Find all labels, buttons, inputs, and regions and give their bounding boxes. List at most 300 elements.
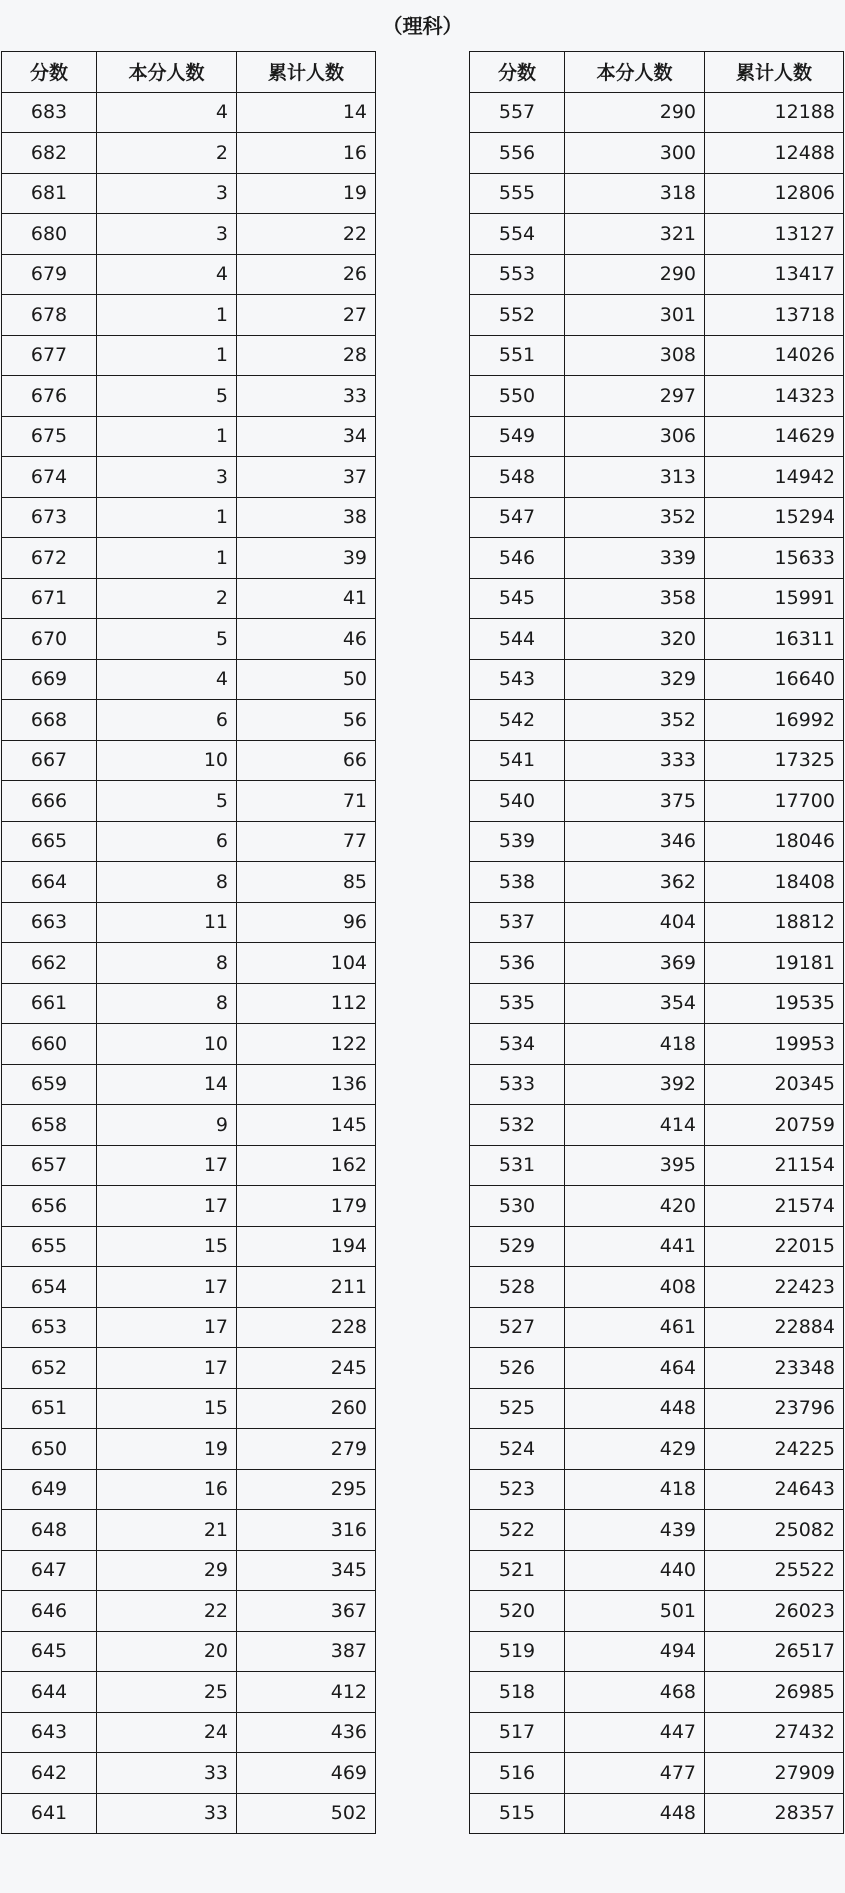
cell-score: 549 [470, 416, 565, 457]
cell-cumulative: 71 [237, 781, 376, 822]
cell-cumulative: 145 [237, 1105, 376, 1146]
cell-cumulative: 14026 [705, 335, 844, 376]
cell-cumulative: 33 [237, 376, 376, 417]
cell-score: 679 [2, 254, 97, 295]
cell-count: 420 [565, 1186, 705, 1227]
cell-count: 464 [565, 1348, 705, 1389]
cell-count: 29 [97, 1550, 237, 1591]
cell-cumulative: 26023 [705, 1591, 844, 1632]
cell-cumulative: 16640 [705, 659, 844, 700]
cell-cumulative: 24225 [705, 1429, 844, 1470]
cell-count: 313 [565, 457, 705, 498]
cell-score: 538 [470, 862, 565, 903]
cell-count: 404 [565, 902, 705, 943]
cell-cumulative: 316 [237, 1510, 376, 1551]
cell-count: 321 [565, 214, 705, 255]
cell-score: 658 [2, 1105, 97, 1146]
cell-score: 674 [2, 457, 97, 498]
table-row [470, 1186, 844, 1227]
table-row [470, 497, 844, 538]
cell-score: 529 [470, 1226, 565, 1267]
header-cumulative: 累计人数 [237, 52, 376, 93]
cell-score: 550 [470, 376, 565, 417]
cell-cumulative: 12188 [705, 92, 844, 133]
table-row [470, 1631, 844, 1672]
cell-score: 548 [470, 457, 565, 498]
table-row [2, 1186, 376, 1227]
table-row [470, 1267, 844, 1308]
table-row [470, 538, 844, 579]
cell-score: 680 [2, 214, 97, 255]
cell-cumulative: 18408 [705, 862, 844, 903]
cell-cumulative: 16 [237, 133, 376, 174]
cell-cumulative: 104 [237, 943, 376, 984]
cell-score: 542 [470, 700, 565, 741]
cell-count: 8 [97, 983, 237, 1024]
cell-score: 551 [470, 335, 565, 376]
cell-cumulative: 19953 [705, 1024, 844, 1065]
cell-cumulative: 28 [237, 335, 376, 376]
table-row [2, 457, 376, 498]
table-row [470, 416, 844, 457]
cell-score: 664 [2, 862, 97, 903]
cell-score: 536 [470, 943, 565, 984]
cell-score: 653 [2, 1307, 97, 1348]
cell-cumulative: 26 [237, 254, 376, 295]
cell-count: 308 [565, 335, 705, 376]
cell-cumulative: 21574 [705, 1186, 844, 1227]
cell-count: 5 [97, 619, 237, 660]
cell-score: 682 [2, 133, 97, 174]
cell-cumulative: 38 [237, 497, 376, 538]
table-row [2, 1793, 376, 1834]
cell-score: 528 [470, 1267, 565, 1308]
cell-count: 8 [97, 943, 237, 984]
cell-cumulative: 15294 [705, 497, 844, 538]
cell-count: 477 [565, 1753, 705, 1794]
cell-score: 650 [2, 1429, 97, 1470]
cell-score: 659 [2, 1064, 97, 1105]
table-row [470, 1105, 844, 1146]
cell-cumulative: 26517 [705, 1631, 844, 1672]
cell-count: 9 [97, 1105, 237, 1146]
cell-score: 657 [2, 1145, 97, 1186]
cell-cumulative: 15633 [705, 538, 844, 579]
cell-count: 494 [565, 1631, 705, 1672]
cell-count: 290 [565, 254, 705, 295]
cell-cumulative: 367 [237, 1591, 376, 1632]
cell-score: 648 [2, 1510, 97, 1551]
cell-cumulative: 46 [237, 619, 376, 660]
score-table-right [469, 51, 844, 1834]
header-score: 分数 [2, 52, 97, 93]
cell-cumulative: 18046 [705, 821, 844, 862]
cell-cumulative: 77 [237, 821, 376, 862]
table-row [2, 376, 376, 417]
cell-count: 20 [97, 1631, 237, 1672]
cell-count: 414 [565, 1105, 705, 1146]
cell-count: 320 [565, 619, 705, 660]
cell-score: 677 [2, 335, 97, 376]
cell-count: 1 [97, 295, 237, 336]
cell-count: 333 [565, 740, 705, 781]
table-row [470, 1226, 844, 1267]
table-row [470, 578, 844, 619]
cell-count: 5 [97, 376, 237, 417]
table-row [2, 1307, 376, 1348]
cell-cumulative: 245 [237, 1348, 376, 1389]
cell-cumulative: 260 [237, 1388, 376, 1429]
page-title: （理科） [382, 14, 463, 38]
cell-count: 11 [97, 902, 237, 943]
cell-score: 661 [2, 983, 97, 1024]
cell-cumulative: 34 [237, 416, 376, 457]
cell-score: 534 [470, 1024, 565, 1065]
cell-count: 3 [97, 173, 237, 214]
cell-count: 3 [97, 457, 237, 498]
cell-cumulative: 17325 [705, 740, 844, 781]
table-row [470, 1469, 844, 1510]
cell-score: 522 [470, 1510, 565, 1551]
cell-count: 24 [97, 1712, 237, 1753]
cell-score: 663 [2, 902, 97, 943]
header-score: 分数 [470, 52, 565, 93]
cell-cumulative: 194 [237, 1226, 376, 1267]
cell-score: 517 [470, 1712, 565, 1753]
table-row [2, 578, 376, 619]
cell-cumulative: 41 [237, 578, 376, 619]
cell-score: 647 [2, 1550, 97, 1591]
header-row [2, 52, 376, 93]
table-row [2, 740, 376, 781]
table-row [470, 1550, 844, 1591]
table-row [2, 295, 376, 336]
table-row [470, 133, 844, 174]
cell-score: 556 [470, 133, 565, 174]
cell-cumulative: 19535 [705, 983, 844, 1024]
cell-count: 448 [565, 1793, 705, 1834]
cell-count: 392 [565, 1064, 705, 1105]
cell-score: 516 [470, 1753, 565, 1794]
cell-count: 318 [565, 173, 705, 214]
table-row [470, 1429, 844, 1470]
cell-score: 527 [470, 1307, 565, 1348]
cell-cumulative: 162 [237, 1145, 376, 1186]
cell-cumulative: 85 [237, 862, 376, 903]
table-row [470, 862, 844, 903]
table-row [2, 659, 376, 700]
cell-count: 375 [565, 781, 705, 822]
cell-count: 17 [97, 1145, 237, 1186]
table-row [2, 1429, 376, 1470]
cell-count: 346 [565, 821, 705, 862]
cell-cumulative: 211 [237, 1267, 376, 1308]
cell-cumulative: 13417 [705, 254, 844, 295]
cell-cumulative: 228 [237, 1307, 376, 1348]
table-row [2, 538, 376, 579]
header-cumulative: 累计人数 [705, 52, 844, 93]
table-row [470, 295, 844, 336]
table-row [2, 92, 376, 133]
cell-score: 660 [2, 1024, 97, 1065]
cell-score: 524 [470, 1429, 565, 1470]
table-row [2, 1753, 376, 1794]
header-count: 本分人数 [97, 52, 237, 93]
table-row [2, 700, 376, 741]
table-row [470, 1672, 844, 1713]
cell-cumulative: 16311 [705, 619, 844, 660]
table-row [2, 1024, 376, 1065]
cell-cumulative: 23796 [705, 1388, 844, 1429]
table-row [470, 1064, 844, 1105]
cell-cumulative: 295 [237, 1469, 376, 1510]
cell-score: 555 [470, 173, 565, 214]
table-row [2, 1267, 376, 1308]
cell-score: 642 [2, 1753, 97, 1794]
cell-count: 4 [97, 92, 237, 133]
cell-cumulative: 136 [237, 1064, 376, 1105]
cell-count: 306 [565, 416, 705, 457]
table-row [2, 497, 376, 538]
header-count: 本分人数 [565, 52, 705, 93]
cell-score: 652 [2, 1348, 97, 1389]
table-row [470, 943, 844, 984]
cell-score: 668 [2, 700, 97, 741]
table-row [2, 1631, 376, 1672]
cell-score: 547 [470, 497, 565, 538]
cell-count: 6 [97, 700, 237, 741]
cell-count: 2 [97, 578, 237, 619]
cell-score: 641 [2, 1793, 97, 1834]
cell-score: 676 [2, 376, 97, 417]
cell-score: 533 [470, 1064, 565, 1105]
cell-cumulative: 19181 [705, 943, 844, 984]
table-row [470, 1793, 844, 1834]
cell-cumulative: 345 [237, 1550, 376, 1591]
table-row [470, 254, 844, 295]
table-row [470, 902, 844, 943]
table-row [470, 335, 844, 376]
table-row [2, 133, 376, 174]
cell-cumulative: 17700 [705, 781, 844, 822]
table-row [2, 1226, 376, 1267]
cell-count: 22 [97, 1591, 237, 1632]
cell-count: 6 [97, 821, 237, 862]
cell-score: 645 [2, 1631, 97, 1672]
table-row [470, 1307, 844, 1348]
cell-count: 369 [565, 943, 705, 984]
cell-count: 1 [97, 497, 237, 538]
cell-count: 19 [97, 1429, 237, 1470]
table-row [470, 173, 844, 214]
cell-count: 21 [97, 1510, 237, 1551]
table-row [2, 214, 376, 255]
cell-score: 656 [2, 1186, 97, 1227]
cell-count: 33 [97, 1793, 237, 1834]
table-row [2, 1510, 376, 1551]
cell-count: 17 [97, 1267, 237, 1308]
cell-count: 354 [565, 983, 705, 1024]
table-row [2, 335, 376, 376]
cell-cumulative: 37 [237, 457, 376, 498]
cell-cumulative: 23348 [705, 1348, 844, 1389]
cell-count: 8 [97, 862, 237, 903]
cell-score: 546 [470, 538, 565, 579]
table-row [470, 619, 844, 660]
table-row [2, 902, 376, 943]
cell-count: 17 [97, 1348, 237, 1389]
table-row [2, 983, 376, 1024]
cell-cumulative: 12806 [705, 173, 844, 214]
cell-score: 646 [2, 1591, 97, 1632]
table-row [470, 1591, 844, 1632]
cell-count: 301 [565, 295, 705, 336]
cell-score: 539 [470, 821, 565, 862]
cell-count: 448 [565, 1388, 705, 1429]
cell-cumulative: 26985 [705, 1672, 844, 1713]
cell-count: 4 [97, 659, 237, 700]
cell-cumulative: 436 [237, 1712, 376, 1753]
cell-count: 447 [565, 1712, 705, 1753]
table-row [470, 659, 844, 700]
cell-score: 672 [2, 538, 97, 579]
cell-count: 10 [97, 740, 237, 781]
table-row [470, 983, 844, 1024]
cell-count: 14 [97, 1064, 237, 1105]
cell-score: 543 [470, 659, 565, 700]
cell-count: 352 [565, 497, 705, 538]
table-row [470, 1024, 844, 1065]
cell-score: 662 [2, 943, 97, 984]
table-row [470, 1712, 844, 1753]
table-row [470, 740, 844, 781]
cell-cumulative: 14942 [705, 457, 844, 498]
cell-score: 671 [2, 578, 97, 619]
cell-cumulative: 13127 [705, 214, 844, 255]
table-row [470, 1753, 844, 1794]
table-row [470, 781, 844, 822]
cell-score: 553 [470, 254, 565, 295]
cell-count: 352 [565, 700, 705, 741]
cell-score: 678 [2, 295, 97, 336]
cell-score: 525 [470, 1388, 565, 1429]
cell-cumulative: 469 [237, 1753, 376, 1794]
cell-cumulative: 25522 [705, 1550, 844, 1591]
cell-count: 290 [565, 92, 705, 133]
cell-cumulative: 412 [237, 1672, 376, 1713]
cell-cumulative: 179 [237, 1186, 376, 1227]
cell-cumulative: 56 [237, 700, 376, 741]
cell-count: 418 [565, 1024, 705, 1065]
table-row [2, 1712, 376, 1753]
cell-score: 554 [470, 214, 565, 255]
table-row [2, 862, 376, 903]
cell-count: 5 [97, 781, 237, 822]
cell-cumulative: 122 [237, 1024, 376, 1065]
cell-score: 673 [2, 497, 97, 538]
cell-cumulative: 22423 [705, 1267, 844, 1308]
cell-score: 683 [2, 92, 97, 133]
cell-cumulative: 27909 [705, 1753, 844, 1794]
cell-cumulative: 13718 [705, 295, 844, 336]
cell-count: 25 [97, 1672, 237, 1713]
cell-cumulative: 39 [237, 538, 376, 579]
table-row [470, 821, 844, 862]
cell-count: 16 [97, 1469, 237, 1510]
cell-count: 441 [565, 1226, 705, 1267]
table-row [470, 1145, 844, 1186]
table-row [2, 173, 376, 214]
cell-score: 544 [470, 619, 565, 660]
cell-count: 1 [97, 538, 237, 579]
table-row [470, 1510, 844, 1551]
cell-cumulative: 502 [237, 1793, 376, 1834]
cell-count: 395 [565, 1145, 705, 1186]
cell-score: 532 [470, 1105, 565, 1146]
cell-count: 461 [565, 1307, 705, 1348]
cell-score: 557 [470, 92, 565, 133]
header-row [470, 52, 844, 93]
cell-count: 418 [565, 1469, 705, 1510]
table-row [2, 416, 376, 457]
cell-score: 552 [470, 295, 565, 336]
table-row [2, 1064, 376, 1105]
cell-score: 644 [2, 1672, 97, 1713]
cell-cumulative: 19 [237, 173, 376, 214]
cell-cumulative: 14 [237, 92, 376, 133]
cell-count: 2 [97, 133, 237, 174]
cell-score: 540 [470, 781, 565, 822]
cell-score: 667 [2, 740, 97, 781]
cell-cumulative: 21154 [705, 1145, 844, 1186]
cell-cumulative: 20345 [705, 1064, 844, 1105]
table-row [470, 457, 844, 498]
cell-score: 521 [470, 1550, 565, 1591]
cell-cumulative: 24643 [705, 1469, 844, 1510]
cell-score: 670 [2, 619, 97, 660]
table-row [2, 1105, 376, 1146]
cell-cumulative: 66 [237, 740, 376, 781]
cell-count: 297 [565, 376, 705, 417]
cell-count: 358 [565, 578, 705, 619]
cell-score: 518 [470, 1672, 565, 1713]
table-row [2, 254, 376, 295]
cell-count: 3 [97, 214, 237, 255]
cell-count: 439 [565, 1510, 705, 1551]
cell-score: 519 [470, 1631, 565, 1672]
table-row [2, 1388, 376, 1429]
cell-score: 643 [2, 1712, 97, 1753]
cell-score: 654 [2, 1267, 97, 1308]
cell-cumulative: 27432 [705, 1712, 844, 1753]
table-row [2, 943, 376, 984]
cell-count: 17 [97, 1307, 237, 1348]
cell-score: 541 [470, 740, 565, 781]
cell-count: 15 [97, 1388, 237, 1429]
cell-cumulative: 279 [237, 1429, 376, 1470]
cell-count: 33 [97, 1753, 237, 1794]
cell-score: 515 [470, 1793, 565, 1834]
cell-score: 526 [470, 1348, 565, 1389]
cell-cumulative: 20759 [705, 1105, 844, 1146]
cell-score: 675 [2, 416, 97, 457]
cell-count: 1 [97, 335, 237, 376]
cell-count: 10 [97, 1024, 237, 1065]
cell-score: 649 [2, 1469, 97, 1510]
cell-cumulative: 15991 [705, 578, 844, 619]
table-row [2, 1550, 376, 1591]
cell-cumulative: 16992 [705, 700, 844, 741]
